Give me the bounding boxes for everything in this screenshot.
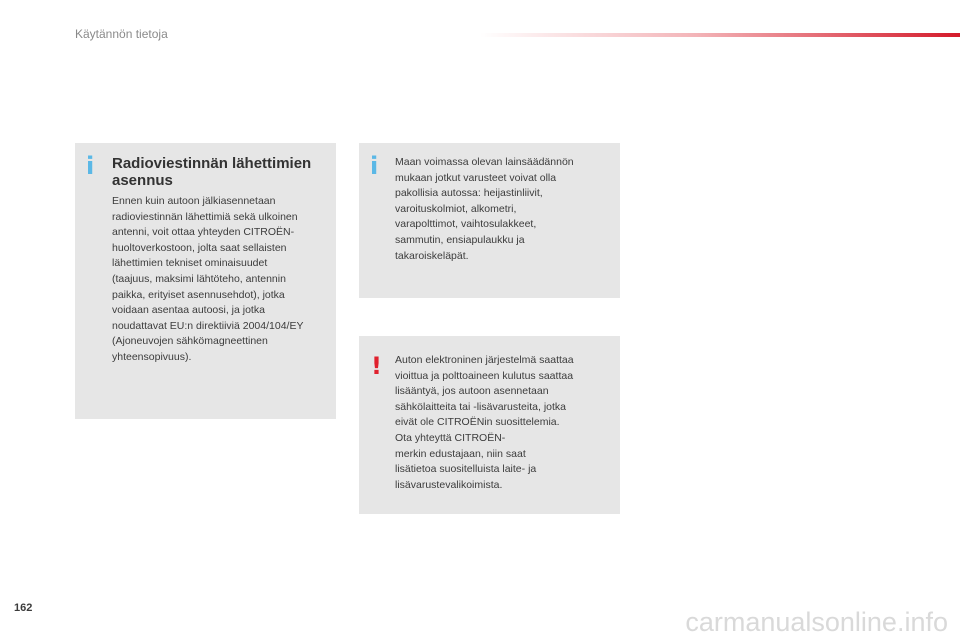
watermark: carmanualsonline.info xyxy=(685,607,948,637)
section-header: Käytännön tietoja xyxy=(75,27,168,41)
info-icon: i xyxy=(370,152,379,180)
info-box-text: Maan voimassa olevan lainsäädännön mukaan jotkut varusteet voivat olla pakollisia autossa: heijastinliivit, varoituskolmiot, alkometri, varapolttimot, vaihtosulakkeet, sammutin, ensiapulaukku ja takaroiskeläpät. xyxy=(395,156,574,262)
warning-box-text: Auton elektroninen järjestelmä saattaa vioittua ja polttoaineen kulutus saattaa lisääntyä, jos autoon asennetaan sähkölaitteita tai -lisävarusteita, jotka eivät ole CITROËNin suosittelemia. Ota yhteyttä CITROËN- merkin edustajaan, niin saat lisätietoa suositelluista laite- ja lisävarustevalikoimista. xyxy=(395,354,574,491)
page-number: 162 xyxy=(14,602,33,614)
info-box-text: Ennen kuin autoon jälkiasennetaan radioviestinnän lähettimiä sekä ulkoinen antenni, voit ottaa yhteyden CITROËN- huoltoverkostoon, jolta saat sellaisten lähettimien tekniset ominaisuudet (taajuus, maksimi lähtöteho, antennin paikka, erityiset asennusehdot), jotka voidaan asentaa autoosi, ja jotka noudattavat EU:n direktiiviä 2004/104/EY (Ajoneuvojen sähkömagneettinen yhteensopivuus). xyxy=(112,195,304,363)
info-box-title: Radioviestinnän lähettimien asennus xyxy=(112,155,312,189)
warning-exclamation-icon: ! xyxy=(371,352,382,380)
info-icon: i xyxy=(86,152,95,180)
header-accent-line xyxy=(480,33,960,37)
